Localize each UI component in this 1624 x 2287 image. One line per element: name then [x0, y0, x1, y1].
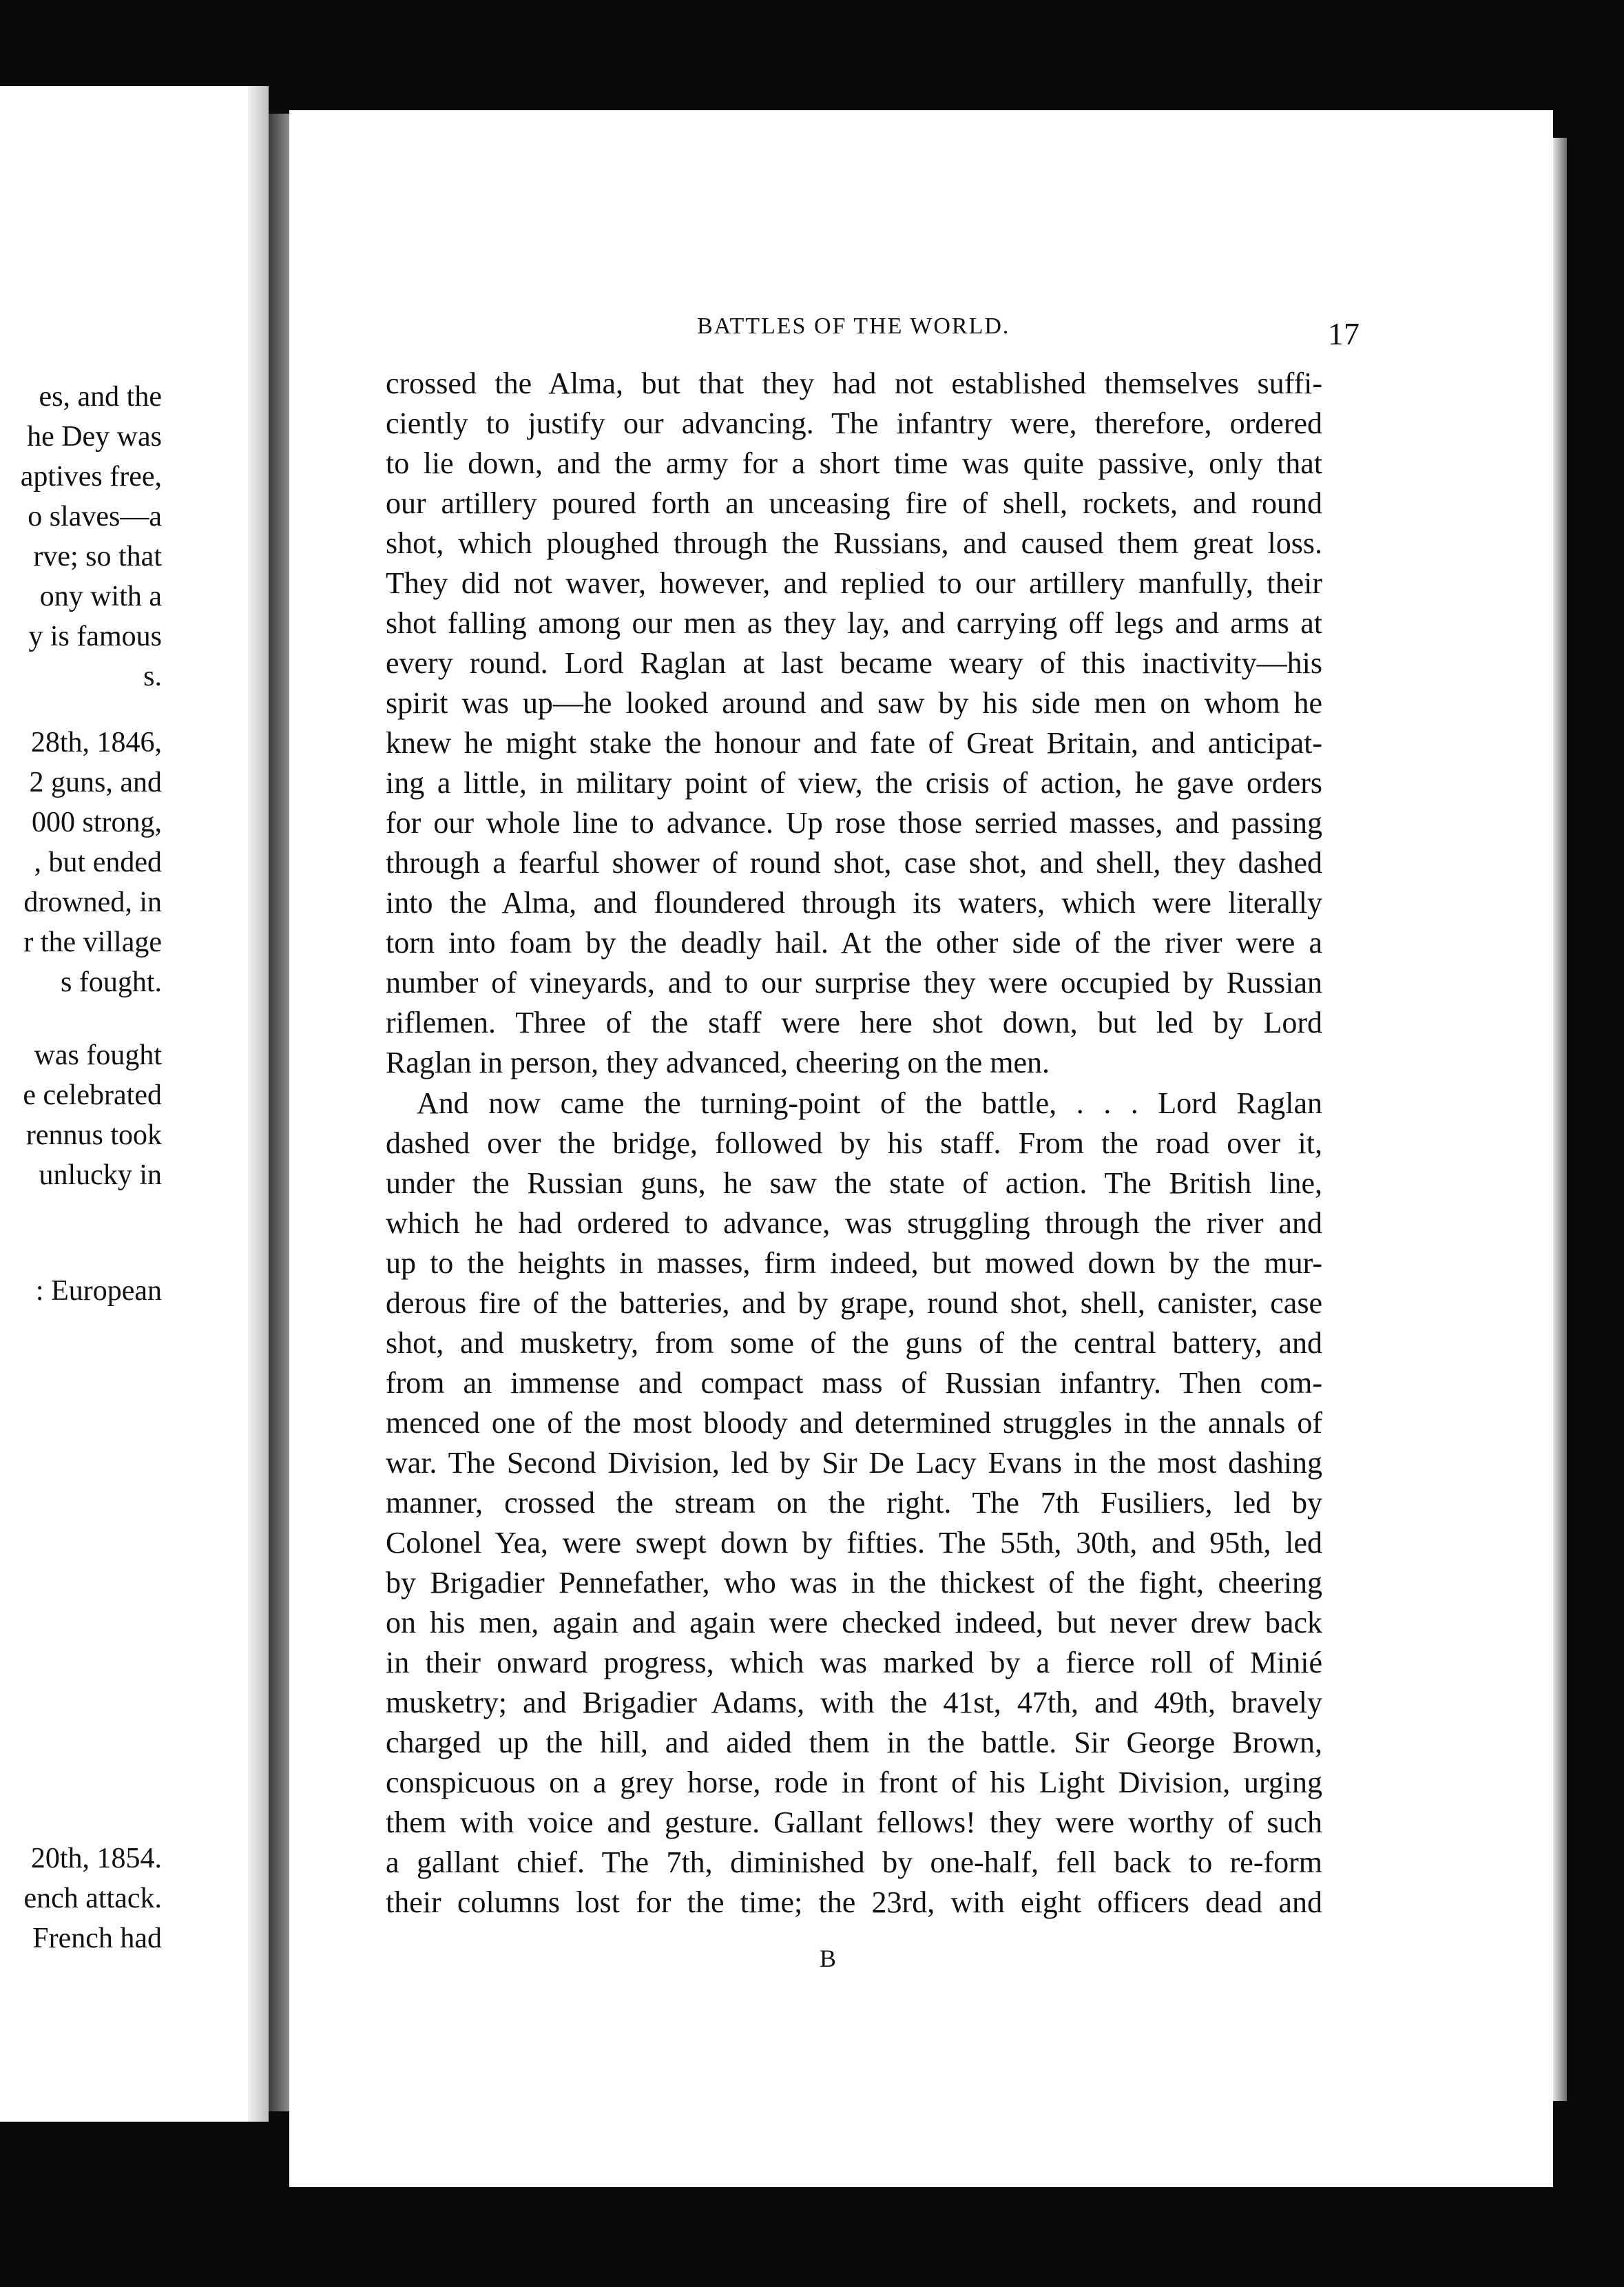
left-page-line: drowned, in — [23, 887, 162, 918]
body-line: up to the heights in masses, firm indeed, but mowed down by the mur- — [386, 1246, 1322, 1280]
body-line: manner, crossed the stream on the right. The 7th Fusiliers, led by — [386, 1486, 1322, 1520]
body-line: ciently to justify our advancing. The infantry were, therefore, ordered — [386, 406, 1322, 440]
gutter-shadow — [248, 86, 269, 2122]
body-line: shot, which ploughed through the Russians, and caused them great loss. — [386, 526, 1322, 560]
body-line: ing a little, in military point of view, the crisis of action, he gave orders — [386, 766, 1322, 800]
body-line: musketry; and Brigadier Adams, with the 41st, 47th, and 49th, bravely — [386, 1686, 1322, 1719]
left-page-line: unlucky in — [39, 1159, 162, 1191]
body-line: Raglan in person, they advanced, cheering on the men. — [386, 1046, 1050, 1079]
left-page-line: s. — [143, 661, 162, 692]
body-line: crossed the Alma, but that they had not established themselves suffi- — [386, 366, 1322, 400]
body-line: menced one of the most bloody and determined struggles in the annals of — [386, 1406, 1322, 1440]
left-page-line: , but ended — [34, 847, 162, 878]
body-line: by Brigadier Pennefather, who was in the thickest of the fight, cheering — [386, 1566, 1322, 1600]
body-line: under the Russian guns, he saw the state of action. The British line, — [386, 1166, 1322, 1200]
body-line: derous fire of the batteries, and by grape, round shot, shell, canister, case — [386, 1286, 1322, 1320]
left-page-line: aptives free, — [20, 461, 162, 493]
left-page-line: ony with a — [39, 581, 162, 612]
page-edge-shadow — [1553, 138, 1567, 2101]
body-line: Colonel Yea, were swept down by fifties. The 55th, 30th, and 95th, led — [386, 1526, 1322, 1560]
body-line: number of vineyards, and to our surprise they were occupied by Russian — [386, 966, 1322, 1000]
body-line: conspicuous on a grey horse, rode in front of his Light Division, urging — [386, 1766, 1322, 1799]
left-page-line: he Dey was — [27, 421, 162, 453]
left-page-line: es, and the — [39, 381, 162, 413]
body-line: which he had ordered to advance, was struggling through the river and — [386, 1206, 1322, 1240]
left-page-line: 2 guns, and — [29, 767, 162, 798]
body-line: to lie down, and the army for a short time was quite passive, only that — [386, 446, 1322, 480]
body-line: in their onward progress, which was marked by a fierce roll of Minié — [386, 1646, 1322, 1679]
signature-mark: B — [820, 1945, 837, 1972]
page-number: 17 — [1328, 316, 1360, 351]
body-line: through a fearful shower of round shot, case shot, and shell, they dashed — [386, 846, 1322, 880]
left-facing-page — [0, 86, 248, 2122]
left-page-line: s fought. — [61, 966, 162, 998]
body-line: They did not waver, however, and replied to our artillery manfully, their — [386, 566, 1322, 600]
left-page-line: o slaves—a — [28, 501, 162, 532]
running-head: BATTLES OF THE WORLD. — [697, 313, 1010, 339]
left-page-line: ench attack. — [23, 1883, 162, 1914]
body-line: war. The Second Division, led by Sir De Lacy Evans in the most dashing — [386, 1446, 1322, 1480]
body-line: for our whole line to advance. Up rose those serried masses, and passing — [386, 806, 1322, 840]
body-line: every round. Lord Raglan at last became weary of this inactivity—his — [386, 646, 1322, 680]
body-line: dashed over the bridge, followed by his staff. From the road over it, — [386, 1126, 1322, 1160]
left-page-line: e celebrated — [23, 1079, 162, 1111]
body-line: shot falling among our men as they lay, and carrying off legs and arms at — [386, 606, 1322, 640]
left-page-line: rve; so that — [33, 541, 162, 572]
left-page-line: : European — [35, 1275, 162, 1307]
left-page-line: 000 strong, — [32, 807, 162, 838]
body-line: torn into foam by the deadly hail. At the other side of the river were a — [386, 926, 1322, 960]
left-page-line: 20th, 1854. — [30, 1843, 162, 1874]
left-page-line: r the village — [23, 927, 162, 958]
body-line: from an immense and compact mass of Russian infantry. Then com- — [386, 1366, 1322, 1400]
body-line: riflemen. Three of the staff were here shot down, but led by Lord — [386, 1006, 1322, 1039]
body-line: a gallant chief. The 7th, diminished by one-half, fell back to re-form — [386, 1845, 1322, 1879]
left-page-line: French had — [32, 1923, 162, 1954]
body-line: on his men, again and again were checked indeed, but never drew back — [386, 1606, 1322, 1639]
body-line: shot, and musketry, from some of the guns of the central battery, and — [386, 1326, 1322, 1360]
body-line: And now came the turning-point of the battle, . . . Lord Raglan — [417, 1086, 1322, 1120]
left-page-line: was fought — [34, 1039, 162, 1071]
body-line: their columns lost for the time; the 23rd, with eight officers dead and — [386, 1885, 1322, 1919]
body-line: knew he might stake the honour and fate of Great Britain, and anticipat- — [386, 726, 1322, 760]
body-line: spirit was up—he looked around and saw by his side men on whom he — [386, 686, 1322, 720]
body-line: our artillery poured forth an unceasing fire of shell, rockets, and round — [386, 486, 1322, 520]
left-page-line: y is famous — [28, 621, 162, 652]
body-line: into the Alma, and floundered through its waters, which were literally — [386, 886, 1322, 920]
body-line: them with voice and gesture. Gallant fellows! they were worthy of such — [386, 1805, 1322, 1839]
left-page-line: rennus took — [25, 1119, 162, 1151]
body-line: charged up the hill, and aided them in the battle. Sir George Brown, — [386, 1726, 1322, 1759]
left-page-line: 28th, 1846, — [30, 727, 162, 758]
